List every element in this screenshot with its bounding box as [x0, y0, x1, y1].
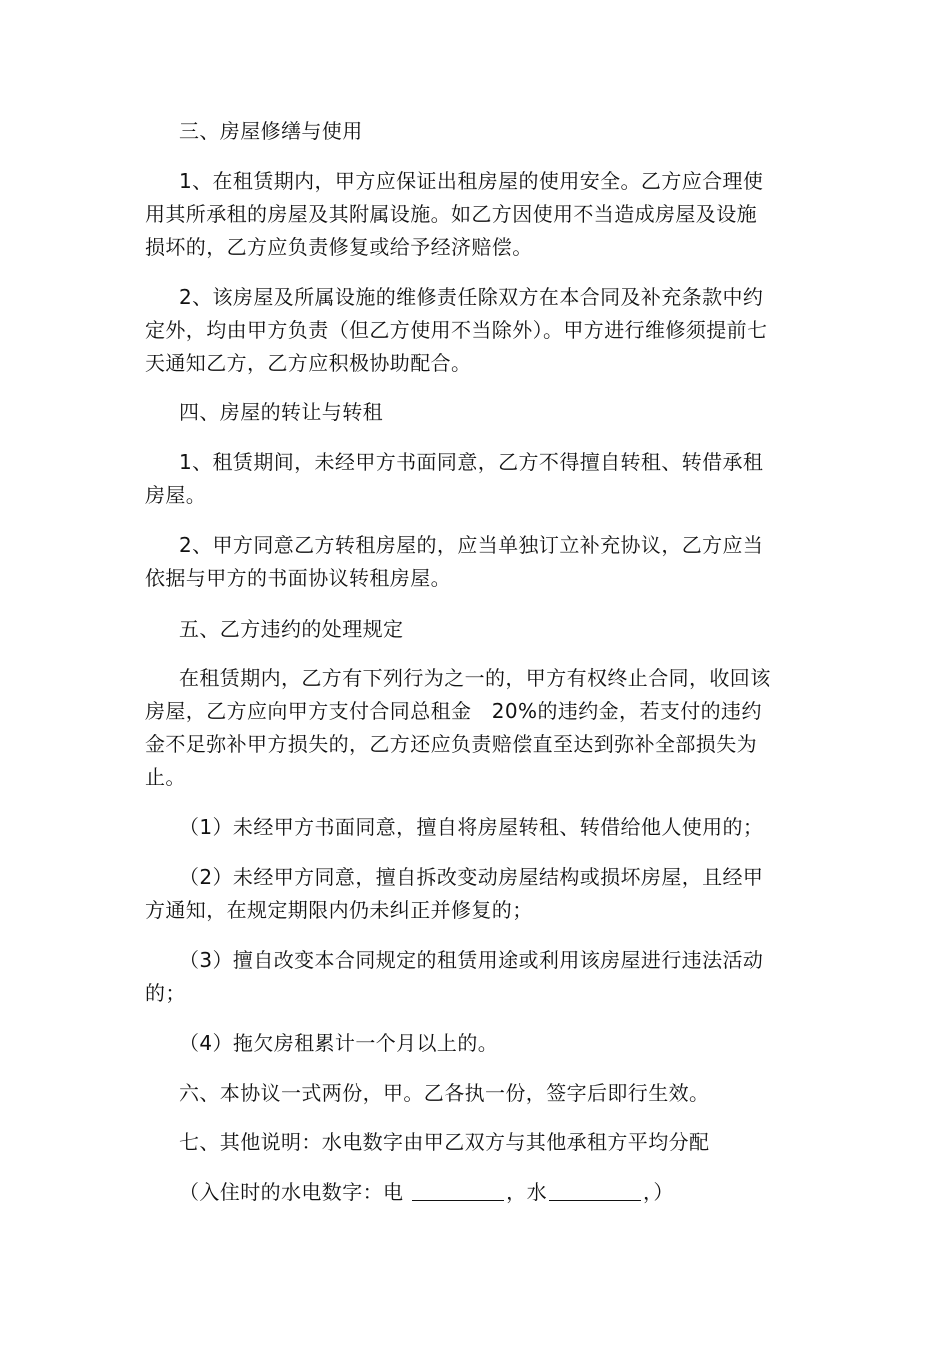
electricity-blank [412, 1178, 504, 1201]
section-5-case-4: （4）拖欠房租累计一个月以上的。 [179, 1031, 499, 1055]
section-4-item-1: 1、租赁期间，未经甲方书面同意，乙方不得擅自转租、转借承租房屋。 [145, 450, 764, 507]
utility-readings-line [179, 1176, 674, 1209]
utility-separator: ，水 [506, 1180, 547, 1204]
section-3-heading: 三、房屋修缮与使用 [179, 119, 363, 143]
section-5-intro: 在租赁期内，乙方有下列行为之一的，甲方有权终止合同，收回该房屋，乙方应向甲方支付合同总租金 20%的违约金，若支付的违约金不足弥补甲方损失的，乙方还应负责赔偿直至达到弥补全部损失为止。 [145, 666, 771, 789]
section-6: 六、本协议一式两份，甲。乙各执一份，签字后即行生效。 [179, 1081, 710, 1105]
section-4-heading: 四、房屋的转让与转租 [179, 400, 383, 424]
section-5-case-3: （3）擅自改变本合同规定的租赁用途或利用该房屋进行违法活动的； [145, 948, 764, 1005]
section-5-case-1: （1）未经甲方书面同意，擅自将房屋转租、转借给他人使用的； [179, 815, 764, 839]
water-blank [549, 1178, 641, 1201]
section-5-case-2: （2）未经甲方同意，擅自拆改变动房屋结构或损坏房屋，且经甲方通知，在规定期限内仍未纠正并修复的； [145, 865, 764, 922]
section-3-item-2: 2、该房屋及所属设施的维修责任除双方在本合同及补充条款中约定外，均由甲方负责（但乙方使用不当除外）。甲方进行维修须提前七天通知乙方，乙方应积极协助配合。 [145, 285, 768, 375]
section-3-item-1: 1、在租赁期内，甲方应保证出租房屋的使用安全。乙方应合理使用其所承租的房屋及其附属设施。如乙方因使用不当造成房屋及设施损坏的，乙方应负责修复或给予经济赔偿。 [145, 169, 764, 259]
section-4-item-2: 2、甲方同意乙方转租房屋的，应当单独订立补充协议，乙方应当依据与甲方的书面协议转租房屋。 [145, 533, 764, 590]
utility-suffix: ，） [642, 1180, 674, 1204]
section-5-heading: 五、乙方违约的处理规定 [179, 617, 404, 641]
utility-prefix: （入住时的水电数字：电 [179, 1180, 404, 1204]
section-7: 七、其他说明：水电数字由甲乙双方与其他承租方平均分配 [179, 1130, 710, 1154]
